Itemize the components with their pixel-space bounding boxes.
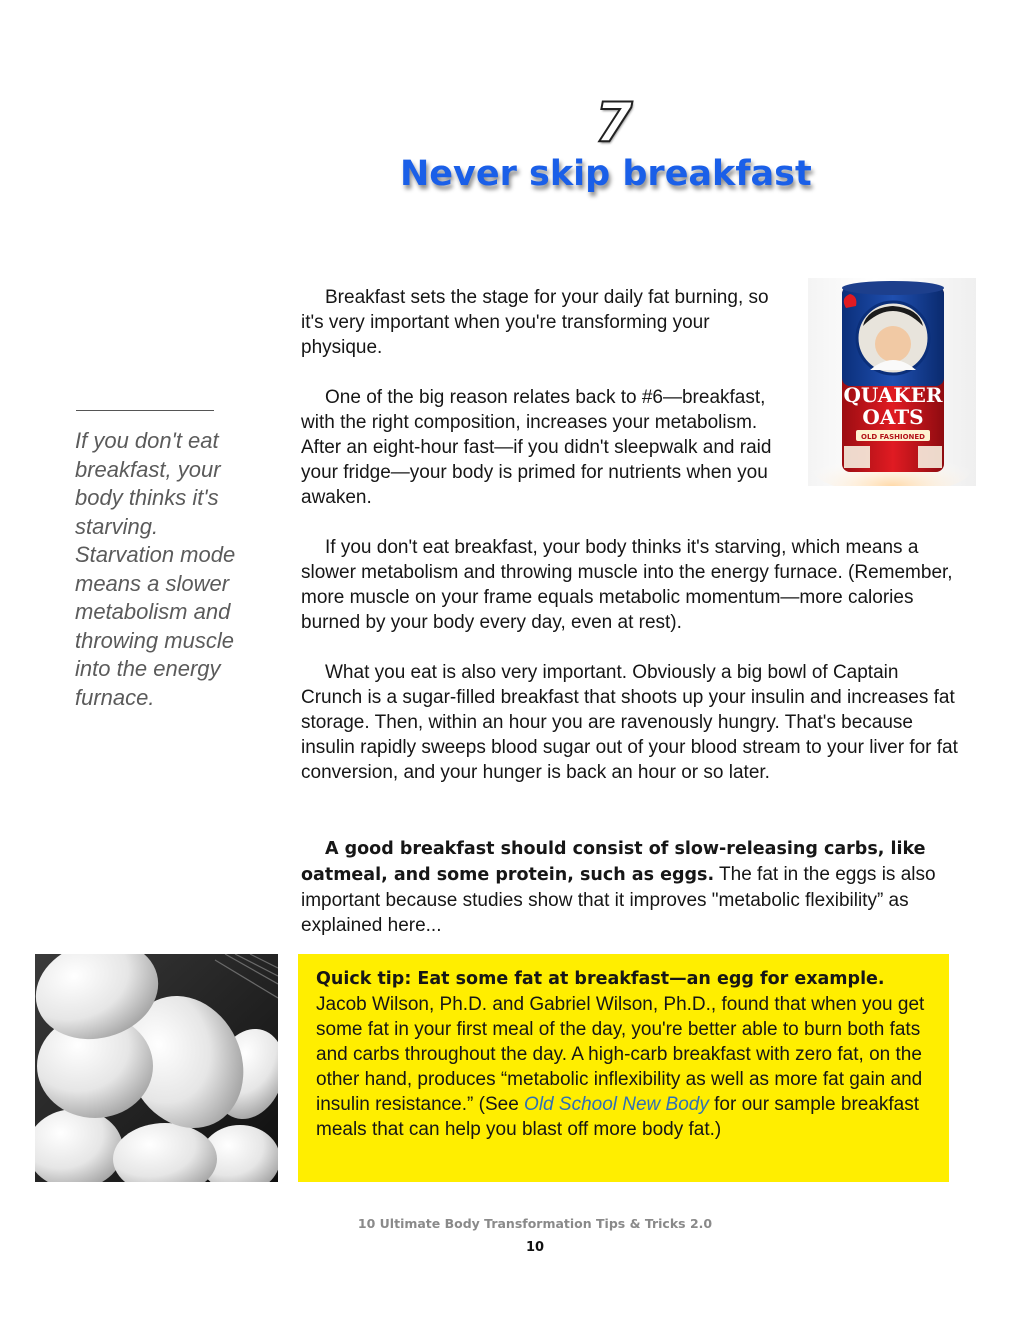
eggs-photo xyxy=(35,954,278,1182)
paragraph-text: If you don't eat breakfast, your body thinks it's starving, which means a slower metabolism and throwing muscle into the energy furnace. (Remember, more muscle on your frame equals metabolic momentum—more calories burned by your body every day, even at rest). xyxy=(301,537,953,633)
metabolism-paragraph xyxy=(301,385,781,510)
eggs-graphic xyxy=(35,954,278,1182)
oats-product-text: OATS xyxy=(862,405,924,429)
oats-variety-text: OLD FASHIONED xyxy=(861,433,925,441)
paragraph-text: Breakfast sets the stage for your daily fat burning, so it's very important when you're transforming your physique. xyxy=(301,287,769,358)
footer-book-title: 10 Ultimate Body Transformation Tips & Tricks 2.0 xyxy=(357,1216,713,1231)
page-number: 10 xyxy=(525,1240,545,1255)
quaker-oats-image xyxy=(808,278,976,486)
paragraph-text: One of the big reason relates back to #6—breakfast, with the right composition, increases your metabolism. After an eight-hour fast—if you didn't sleepwalk and raid your fridge—your body is primed for nutrients when you awaken. xyxy=(301,387,772,508)
starving-paragraph xyxy=(301,535,961,635)
good-breakfast-paragraph xyxy=(301,836,961,938)
oats-canister-graphic xyxy=(808,278,976,486)
page-title: Never skip breakfast xyxy=(400,154,812,194)
tip-text: Jacob Wilson, Ph.D. and Gabriel Wilson, Ph.D., found that when you get some fat in your first meal of the day, you're better able to burn both fats and carbs throughout the day. A high-carb breakfast with zero fat, on the other hand, produces “metabolic inflexibility as well as more fat gain and insulin resistance.” (See xyxy=(316,994,925,1115)
paragraph-text: What you eat is also very important. Obviously a big bowl of Captain Crunch is a sugar-filled breakfast that shoots up your insulin and increases fat storage. Then, within an hour you are ravenously hungry. That's because insulin rapidly sweeps blood sugar out of your blood stream to your liver for fat conversion, and your hunger is back an hour or so later. xyxy=(301,662,958,783)
pull-quote: If you don't eat breakfast, your body thinks it's starving. Starvation mode means a slower metabolism and throwing muscle into the energy furnace. xyxy=(75,428,236,710)
what-you-eat-paragraph xyxy=(301,660,961,785)
paragraph-bold-text: A good breakfast should consist of slow-releasing carbs, like oatmeal, and some protein, such as eggs. xyxy=(301,839,926,885)
chapter-number: 7 xyxy=(595,91,633,154)
intro-paragraph xyxy=(301,285,781,360)
sidebar-divider xyxy=(76,410,214,411)
oats-brand-text: QUAKER xyxy=(843,383,943,407)
tip-text-continued: for our sample breakfast meals that can help you blast off more body fat.) xyxy=(316,1094,920,1140)
quick-tip-box xyxy=(298,954,949,1182)
tip-heading: Quick tip: Eat some fat at breakfast—an egg for example. xyxy=(316,969,885,989)
paragraph-text: The fat in the eggs is also important because studies show that it improves "metabolic flexibility” as explained here... xyxy=(301,864,936,936)
old-school-new-body-link[interactable]: Old School New Body xyxy=(524,1094,709,1115)
